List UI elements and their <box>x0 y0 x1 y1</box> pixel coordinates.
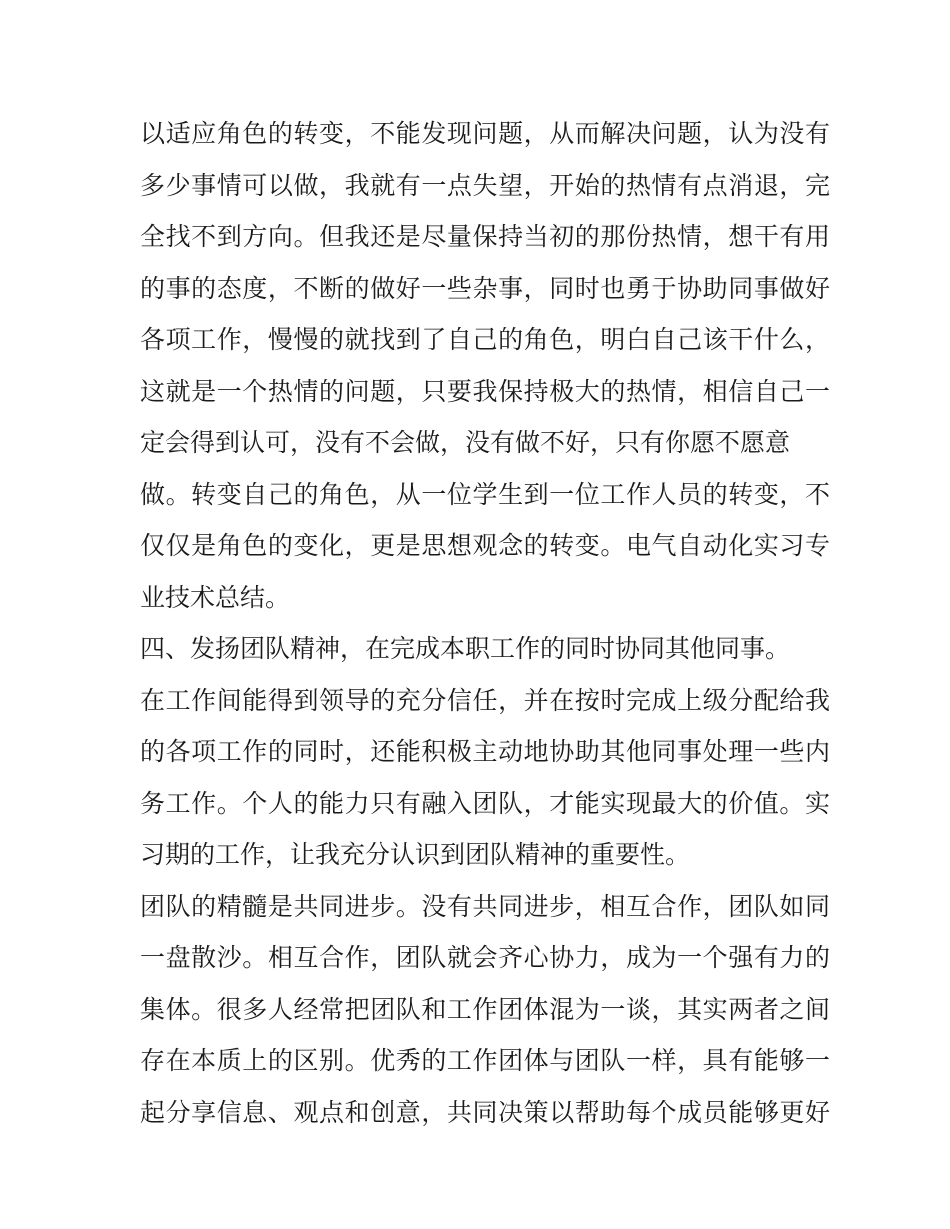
section-heading-4: 四、发扬团队精神，在完成本职工作的同时协同其他同事。 <box>140 634 791 663</box>
text-line-5: 各项工作，慢慢的就找到了自己的角色，明白自己该干什么， <box>140 325 830 354</box>
text-line-17: 一盘散沙。相互合作，团队就会齐心协力，成为一个强有力的 <box>140 943 830 972</box>
text-line-7: 定会得到认可，没有不会做，没有做不好，只有你愿不愿意 <box>140 428 791 457</box>
text-line-20: 起分享信息、观点和创意，共同决策以帮助每个成员能够更好 <box>140 1097 830 1127</box>
body-text <box>140 108 830 1138</box>
text-line-14: 务工作。个人的能力只有融入团队，才能实现最大的价值。实 <box>140 788 830 818</box>
text-line-2: 多少事情可以做，我就有一点失望，开始的热情有点消退，完 <box>140 170 830 200</box>
text-line-6: 这就是一个热情的问题，只要我保持极大的热情，相信自己一 <box>140 376 830 406</box>
text-line-15: 习期的工作，让我充分认识到团队精神的重要性。 <box>140 840 691 869</box>
text-line-8: 做。转变自己的角色，从一位学生到一位工作人员的转变，不 <box>140 479 830 509</box>
text-line-18: 集体。很多人经常把团队和工作团体混为一谈，其实两者之间 <box>140 994 830 1024</box>
text-line-13: 的各项工作的同时，还能积极主动地协助其他同事处理一些内 <box>140 737 830 766</box>
text-line-19: 存在本质上的区别。优秀的工作团体与团队一样，具有能够一 <box>140 1046 830 1075</box>
text-line-16: 团队的精髓是共同进步。没有共同进步，相互合作，团队如同 <box>140 891 830 921</box>
text-line-4: 的事的态度，不断的做好一些杂事，同时也勇于协助同事做好 <box>140 273 830 303</box>
text-line-1: 以适应角色的转变，不能发现问题，从而解决问题，认为没有 <box>140 119 830 148</box>
text-line-12: 在工作间能得到领导的充分信任，并在按时完成上级分配给我 <box>140 685 830 715</box>
text-line-9: 仅仅是角色的变化，更是思想观念的转变。电气自动化实习专 <box>140 531 830 560</box>
text-line-10: 业技术总结。 <box>140 582 291 612</box>
text-line-3: 全找不到方向。但我还是尽量保持当初的那份热情，想干有用 <box>140 222 830 251</box>
